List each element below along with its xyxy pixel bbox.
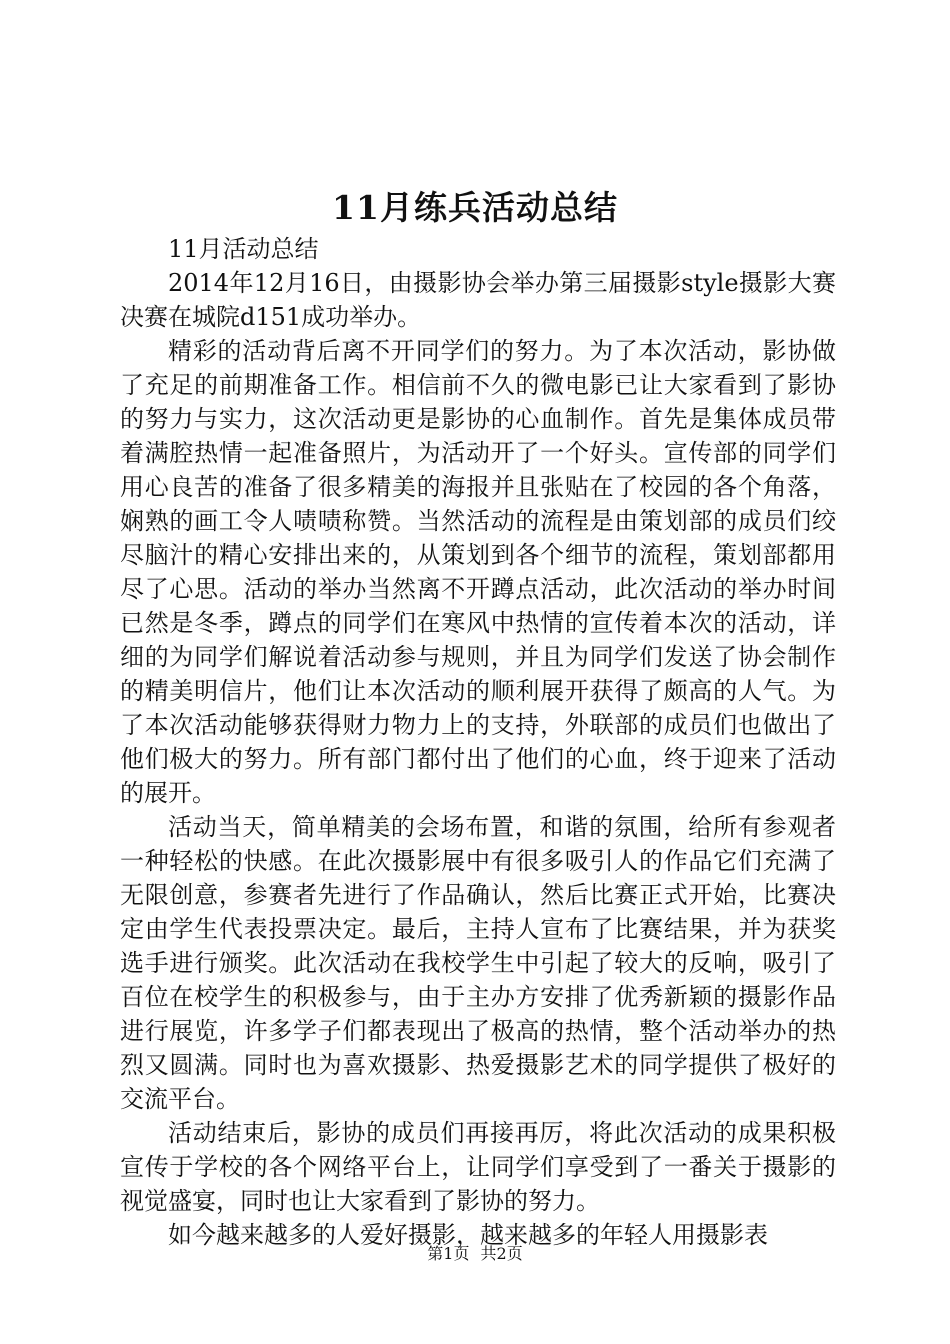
- paragraph-preparation: 精彩的活动背后离不开同学们的努力。为了本次活动，影协做了充足的前期准备工作。相信前不久的微电影已让大家看到了影协的努力与实力，这次活动更是影协的心血制作。首先是集体成员带着满腔热情一起准备照片，为活动开了一个好头。宣传部的同学们用心良苦的准备了很多精美的海报并且张贴在了校园的各个角落，娴熟的画工令人啧啧称赞。当然活动的流程是由策划部的成员们绞尽脑汁的精心安排出来的，从策划到各个细节的流程，策划部都用尽了心思。活动的举办当然离不开蹲点活动，此次活动的举办时间已然是冬季，蹲点的同学们在寒风中热情的宣传着本次的活动，详细的为同学们解说着活动参与规则，并且为同学们发送了协会制作的精美明信片，他们让本次活动的顺利展开获得了颇高的人气。为了本次活动能够获得财力物力上的支持，外联部的成员们也做出了他们极大的努力。所有部门都付出了他们的心血，终于迎来了活动的展开。: [120, 337, 836, 807]
- paragraph-event-date: 2014年12月16日，由摄影协会举办第三届摄影style摄影大赛决赛在城院d151成功举办。: [120, 269, 836, 331]
- page-total: 共2页: [480, 1244, 523, 1263]
- page-number: 第1页: [427, 1244, 470, 1263]
- document-body: [120, 232, 836, 1252]
- paragraph-after-event: 活动结束后，影协的成员们再接再厉，将此次活动的成果积极宣传于学校的各个网络平台上，让同学们享受到了一番关于摄影的视觉盛宴，同时也让大家看到了影协的努力。: [120, 1119, 836, 1215]
- page-footer: [0, 1242, 950, 1266]
- paragraph-event-day: 活动当天，简单精美的会场布置，和谐的氛围，给所有参观者一种轻松的快感。在此次摄影展中有很多吸引人的作品它们充满了无限创意，参赛者先进行了作品确认，然后比赛正式开始，比赛决定由学生代表投票决定。最后，主持人宣布了比赛结果，并为获奖选手进行颁奖。此次活动在我校学生中引起了较大的反响，吸引了百位在校学生的积极参与，由于主办方安排了优秀新颖的摄影作品进行展览，许多学子们都表现出了极高的热情，整个活动举办的热烈又圆满。同时也为喜欢摄影、热爱摄影艺术的同学提供了极好的交流平台。: [120, 813, 836, 1113]
- paragraph-subtitle: 11月活动总结: [168, 235, 319, 263]
- paragraph-closing: 如今越来越多的人爱好摄影，越来越多的年轻人用摄影表: [168, 1221, 768, 1249]
- document-title: 11月练兵活动总结: [332, 188, 618, 227]
